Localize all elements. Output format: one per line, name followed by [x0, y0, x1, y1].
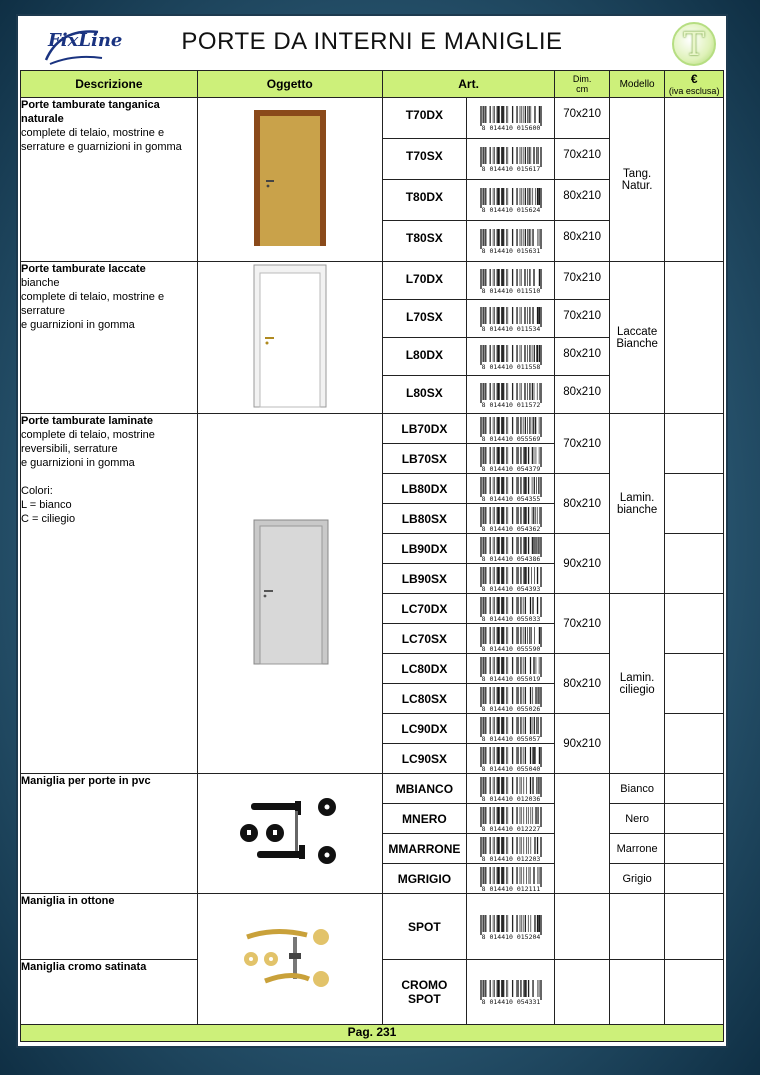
article-code: L70DX	[382, 262, 466, 300]
svg-text:8 014410 055040: 8 014410 055040	[481, 764, 541, 772]
article-dimension: 70x210	[555, 594, 609, 654]
col-modello: Modello	[609, 71, 664, 98]
table-row	[21, 262, 724, 300]
article-code: SPOT	[382, 894, 466, 960]
section-image	[197, 262, 382, 414]
article-barcode	[467, 684, 555, 714]
article-price	[665, 894, 724, 960]
maniglia-pvc-image	[235, 797, 345, 867]
article-code: LC90SX	[382, 744, 466, 774]
svg-text:8 014410 012111: 8 014410 012111	[481, 884, 541, 892]
article-code: T80SX	[382, 221, 466, 262]
article-modello: Marrone	[609, 834, 664, 864]
article-barcode	[467, 300, 555, 338]
article-barcode	[467, 414, 555, 444]
article-barcode	[467, 338, 555, 376]
barcode	[478, 686, 544, 712]
barcode	[478, 344, 544, 370]
catalog-page	[16, 14, 728, 1048]
svg-text:8 014410 055057: 8 014410 055057	[481, 734, 541, 742]
svg-text:8 014410 055590: 8 014410 055590	[481, 644, 541, 652]
barcode	[478, 187, 544, 213]
barcode	[478, 382, 544, 408]
article-barcode	[467, 624, 555, 654]
article-dimension	[555, 960, 609, 1025]
article-code: T80DX	[382, 180, 466, 221]
article-code: L70SX	[382, 300, 466, 338]
svg-text:8 014410 015204: 8 014410 015204	[481, 932, 541, 940]
page-number: Pag. 231	[21, 1025, 724, 1042]
article-dimension: 70x210	[555, 300, 609, 338]
article-code: LC90DX	[382, 714, 466, 744]
article-code: MNERO	[382, 804, 466, 834]
article-barcode	[467, 894, 555, 960]
barcode	[478, 506, 544, 532]
article-barcode	[467, 444, 555, 474]
article-barcode	[467, 564, 555, 594]
svg-text:8 014410 054331: 8 014410 054331	[481, 998, 541, 1005]
article-code: LB70DX	[382, 414, 466, 444]
article-code: LC70DX	[382, 594, 466, 624]
article-price	[665, 714, 724, 774]
table-row	[21, 894, 724, 960]
page-title: PORTE DA INTERNI E MANIGLIE	[181, 28, 563, 55]
barcode	[478, 566, 544, 592]
col-prezzo: € (iva esclusa)	[665, 71, 724, 98]
article-barcode	[467, 804, 555, 834]
article-price	[665, 654, 724, 714]
article-price	[665, 804, 724, 834]
article-dimension: 70x210	[555, 139, 609, 180]
barcode	[478, 806, 544, 832]
article-price	[665, 474, 724, 534]
section-description: Porte tamburate laccate bianche complete di telaio, mostrine e serrature e guarnizioni in gomma	[21, 262, 198, 414]
article-barcode	[467, 714, 555, 744]
svg-text:8 014410 011510: 8 014410 011510	[481, 286, 541, 294]
section-image	[197, 774, 382, 894]
article-dimension: 90x210	[555, 534, 609, 594]
article-code: L80DX	[382, 338, 466, 376]
article-barcode	[467, 594, 555, 624]
barcode	[478, 306, 544, 332]
article-dimension: 80x210	[555, 338, 609, 376]
svg-text:8 014410 012036: 8 014410 012036	[481, 794, 541, 802]
svg-text:8 014410 054362: 8 014410 054362	[481, 524, 541, 532]
article-barcode	[467, 654, 555, 684]
article-modello	[609, 894, 664, 960]
maniglia-ottone-image	[235, 923, 345, 993]
t-badge-icon: T	[672, 22, 716, 66]
article-price	[665, 414, 724, 474]
svg-text:8 014410 055026: 8 014410 055026	[481, 704, 541, 712]
article-modello: Grigio	[609, 864, 664, 894]
article-code: LC70SX	[382, 624, 466, 654]
svg-text:8 014410 015624: 8 014410 015624	[481, 206, 541, 213]
barcode	[478, 626, 544, 652]
section-description: Maniglia per porte in pvc	[21, 774, 198, 894]
table-header-row	[21, 71, 724, 98]
article-code: LC80DX	[382, 654, 466, 684]
barcode	[478, 228, 544, 254]
article-price	[665, 774, 724, 804]
svg-text:8 014410 054355: 8 014410 054355	[481, 494, 541, 502]
article-price	[665, 594, 724, 654]
article-code: L80SX	[382, 376, 466, 414]
door-laminata-image	[250, 518, 330, 666]
table-row	[21, 414, 724, 444]
article-dimension: 80x210	[555, 654, 609, 714]
article-code: MGRIGIO	[382, 864, 466, 894]
article-code: T70DX	[382, 98, 466, 139]
svg-text:8 014410 012203: 8 014410 012203	[481, 854, 541, 862]
article-barcode	[467, 376, 555, 414]
svg-text:8 014410 055569: 8 014410 055569	[481, 434, 541, 442]
article-modello	[609, 960, 664, 1025]
section-description: Porte tamburate tanganica naturale complete di telaio, mostrine e serrature e guarnizioni in gomma	[21, 98, 198, 262]
svg-text:8 014410 011572: 8 014410 011572	[481, 400, 541, 408]
article-modello: Nero	[609, 804, 664, 834]
barcode	[478, 979, 544, 1005]
svg-text:8 014410 054379: 8 014410 054379	[481, 464, 541, 472]
article-price	[665, 534, 724, 594]
section-image	[197, 414, 382, 774]
section-image	[197, 894, 382, 1025]
article-code: MMARRONE	[382, 834, 466, 864]
logo-text: FixLine	[48, 30, 123, 51]
section-description: Porte tamburate laminate complete di telaio, mostrine reversibili, serrature e guarnizioni in gomma Colori: L = bianco C = ciliegio	[21, 414, 198, 774]
barcode	[478, 776, 544, 802]
door-tanganica-image	[250, 108, 330, 248]
barcode	[478, 866, 544, 892]
article-price	[665, 834, 724, 864]
footer-row	[21, 1025, 724, 1042]
article-code: LB80DX	[382, 474, 466, 504]
barcode	[478, 536, 544, 562]
article-modello: Lamin. bianche	[609, 414, 664, 594]
article-barcode	[467, 474, 555, 504]
page-header	[18, 16, 726, 72]
svg-text:8 014410 011558: 8 014410 011558	[481, 362, 541, 370]
article-modello: Laccate Bianche	[609, 262, 664, 414]
section-image	[197, 98, 382, 262]
col-dim: Dim. cm	[555, 71, 609, 98]
article-dimension	[555, 774, 609, 894]
barcode	[478, 268, 544, 294]
article-barcode	[467, 534, 555, 564]
svg-text:8 014410 011534: 8 014410 011534	[481, 324, 541, 332]
article-barcode	[467, 262, 555, 300]
barcode	[478, 914, 544, 940]
barcode	[478, 596, 544, 622]
barcode	[478, 836, 544, 862]
barcode	[478, 446, 544, 472]
article-code: LB90DX	[382, 534, 466, 564]
door-laccata-image	[250, 263, 330, 409]
article-price	[665, 864, 724, 894]
article-modello: Tang. Natur.	[609, 98, 664, 262]
article-code: LB80SX	[382, 504, 466, 534]
barcode	[478, 746, 544, 772]
barcode	[478, 105, 544, 131]
article-dimension: 80x210	[555, 221, 609, 262]
article-price	[665, 98, 724, 262]
barcode	[478, 146, 544, 172]
barcode	[478, 476, 544, 502]
article-dimension: 90x210	[555, 714, 609, 774]
barcode	[478, 716, 544, 742]
article-barcode	[467, 98, 555, 139]
article-barcode	[467, 744, 555, 774]
article-dimension: 80x210	[555, 376, 609, 414]
article-barcode	[467, 221, 555, 262]
article-code: LB90SX	[382, 564, 466, 594]
product-table	[20, 70, 724, 1042]
article-dimension	[555, 894, 609, 960]
svg-text:8 014410 015631: 8 014410 015631	[481, 247, 541, 254]
svg-text:8 014410 054393: 8 014410 054393	[481, 584, 541, 592]
col-descrizione: Descrizione	[21, 71, 198, 98]
article-barcode	[467, 834, 555, 864]
svg-text:8 014410 015617: 8 014410 015617	[481, 165, 541, 172]
article-barcode	[467, 774, 555, 804]
table-row	[21, 774, 724, 804]
svg-text:8 014410 015600: 8 014410 015600	[481, 124, 541, 131]
article-barcode	[467, 139, 555, 180]
section-description: Maniglia cromo satinata	[21, 960, 198, 1025]
article-barcode	[467, 504, 555, 534]
article-code: LB70SX	[382, 444, 466, 474]
barcode	[478, 656, 544, 682]
article-modello: Lamin. ciliegio	[609, 594, 664, 774]
barcode	[478, 416, 544, 442]
svg-text:8 014410 012227: 8 014410 012227	[481, 824, 541, 832]
article-code: MBIANCO	[382, 774, 466, 804]
svg-text:8 014410 055033: 8 014410 055033	[481, 614, 541, 622]
article-barcode	[467, 864, 555, 894]
svg-text:8 014410 055019: 8 014410 055019	[481, 674, 541, 682]
col-oggetto: Oggetto	[197, 71, 382, 98]
article-price	[665, 262, 724, 414]
article-dimension: 80x210	[555, 180, 609, 221]
article-barcode	[467, 180, 555, 221]
article-dimension: 70x210	[555, 262, 609, 300]
article-dimension: 70x210	[555, 98, 609, 139]
article-price	[665, 960, 724, 1025]
article-code: LC80SX	[382, 684, 466, 714]
table-row	[21, 98, 724, 139]
col-art: Art.	[382, 71, 555, 98]
article-code: T70SX	[382, 139, 466, 180]
article-dimension: 80x210	[555, 474, 609, 534]
article-code: CROMO SPOT	[382, 960, 466, 1025]
article-modello: Bianco	[609, 774, 664, 804]
article-dimension: 70x210	[555, 414, 609, 474]
section-description: Maniglia in ottone	[21, 894, 198, 960]
svg-text:8 014410 054386: 8 014410 054386	[481, 554, 541, 562]
article-barcode	[467, 960, 555, 1025]
